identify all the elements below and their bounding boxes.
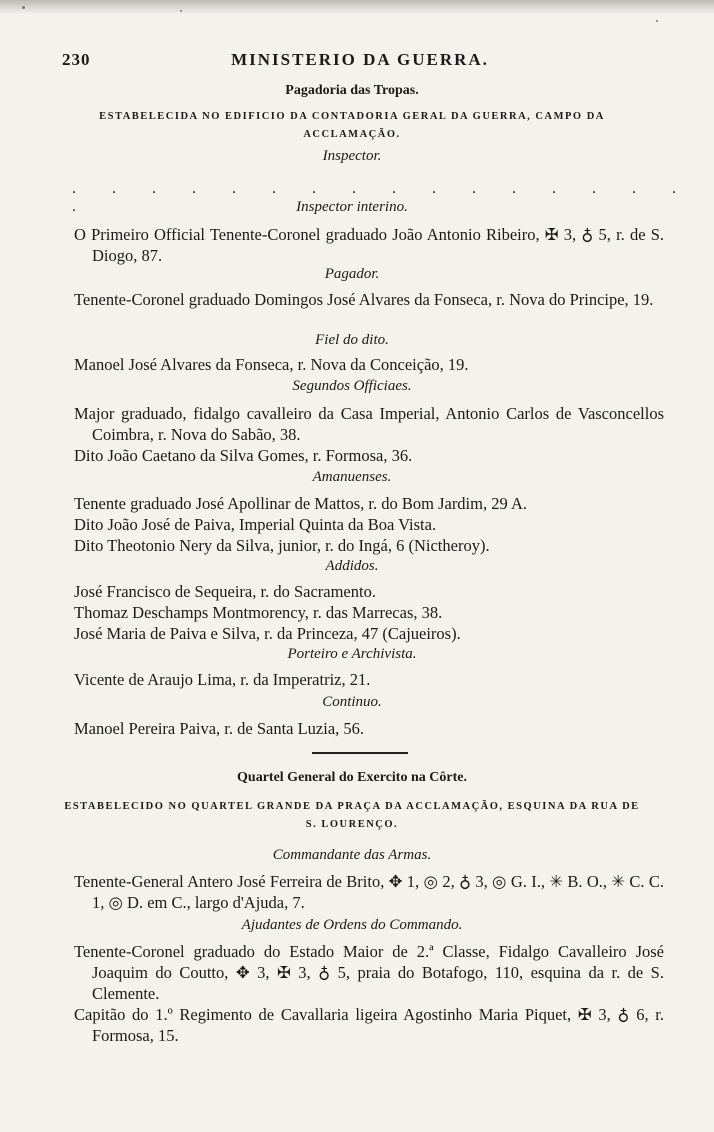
list-item: Major graduado, fidalgo cavalleiro da Casa Imperial, Antonio Carlos de Vasconcellos Coimbra, r. Nova do Sabão, 38. — [74, 404, 664, 444]
vacant-dots: . . . . . . . . . . . . . . . . . — [72, 180, 692, 215]
fiel-heading: Fiel do dito. — [315, 332, 389, 348]
pagador-entry: Tenente-Coronel graduado Domingos José Alvares da Fonseca, r. Nova do Principe, 19. — [74, 290, 654, 309]
print-speck — [180, 10, 182, 12]
amanuenses-heading: Amanuenses. — [312, 469, 392, 485]
fiel-entry: Manoel José Alvares da Fonseca, r. Nova da Conceição, 19. — [74, 355, 469, 374]
list-item: Dito João Caetano da Silva Gomes, r. Formosa, 36. — [74, 446, 413, 465]
list-item: Capitão do 1.º Regimento de Cavallaria ligeira Agostinho Maria Piquet, ✠ 3, ♁ 6, r. Formosa, 15. — [74, 1005, 664, 1045]
continuo-heading: Continuo. — [322, 694, 382, 710]
list-item: Tenente graduado José Apollinar de Mattos, r. do Bom Jardim, 29 A. — [74, 494, 527, 513]
addidos-heading: Addidos. — [325, 558, 379, 574]
section-location: ESTABELECIDO NO QUARTEL GRANDE DA PRAÇA DA ACCLAMAÇÃO, ESQUINA DA RUA DE S. LOURENÇO. — [64, 801, 640, 830]
section-location: ESTABELECIDA NO EDIFICIO DA CONTADORIA GERAL DA GUERRA, CAMPO DA ACCLAMAÇÃO. — [99, 111, 605, 140]
section-title: Pagadoria das Tropas. — [285, 83, 419, 98]
page-top-shadow — [0, 0, 714, 14]
inspector-heading: Inspector. — [322, 148, 382, 164]
print-speck — [22, 6, 25, 9]
page-number: 230 — [62, 50, 91, 69]
segundos-heading: Segundos Officiaes. — [292, 378, 412, 394]
continuo-entry: Manoel Pereira Paiva, r. de Santa Luzia, 56. — [74, 719, 365, 738]
page-header — [60, 50, 660, 76]
list-item: José Maria de Paiva e Silva, r. da Princeza, 47 (Cajueiros). — [74, 624, 461, 643]
running-title: MINISTERIO DA GUERRA. — [231, 50, 489, 69]
commandante-entry: Tenente-General Antero José Ferreira de Brito, ✥ 1, ◎ 2, ♁ 3, ◎ G. I., ✳ B. O., ✳ C. C. 1, ◎ D. em C., largo d'Ajuda, 7. — [74, 872, 664, 912]
commandante-heading: Commandante das Armas. — [272, 847, 432, 863]
list-item: Dito João José de Paiva, Imperial Quinta da Boa Vista. — [74, 515, 437, 534]
porteiro-entry: Vicente de Araujo Lima, r. da Imperatriz, 21. — [74, 670, 371, 689]
ajudantes-heading: Ajudantes de Ordens do Commando. — [241, 917, 463, 933]
interim-entry: O Primeiro Official Tenente-Coronel graduado João Antonio Ribeiro, ✠ 3, ♁ 5, r. de S. Diogo, 87. — [74, 225, 664, 265]
list-item: Dito Theotonio Nery da Silva, junior, r. do Ingá, 6 (Nictheroy). — [74, 536, 490, 555]
list-item: Tenente-Coronel graduado do Estado Maior de 2.ª Classe, Fidalgo Cavalleiro José Joaquim do Coutto, ✥ 3, ✠ 3, ♁ 5, praia do Botafogo, 110, esquina da r. de S. Clemente. — [74, 942, 664, 1003]
interim-heading: Inspector interino. — [296, 199, 408, 215]
list-item: José Francisco de Sequeira, r. do Sacramento. — [74, 582, 376, 601]
porteiro-heading: Porteiro e Archivista. — [287, 646, 417, 662]
section-divider — [312, 752, 408, 754]
pagador-heading: Pagador. — [324, 266, 380, 282]
print-speck — [656, 20, 658, 22]
list-item: Thomaz Deschamps Montmorency, r. das Marrecas, 38. — [74, 603, 443, 622]
section-title: Quartel General do Exercito na Côrte. — [237, 770, 467, 785]
